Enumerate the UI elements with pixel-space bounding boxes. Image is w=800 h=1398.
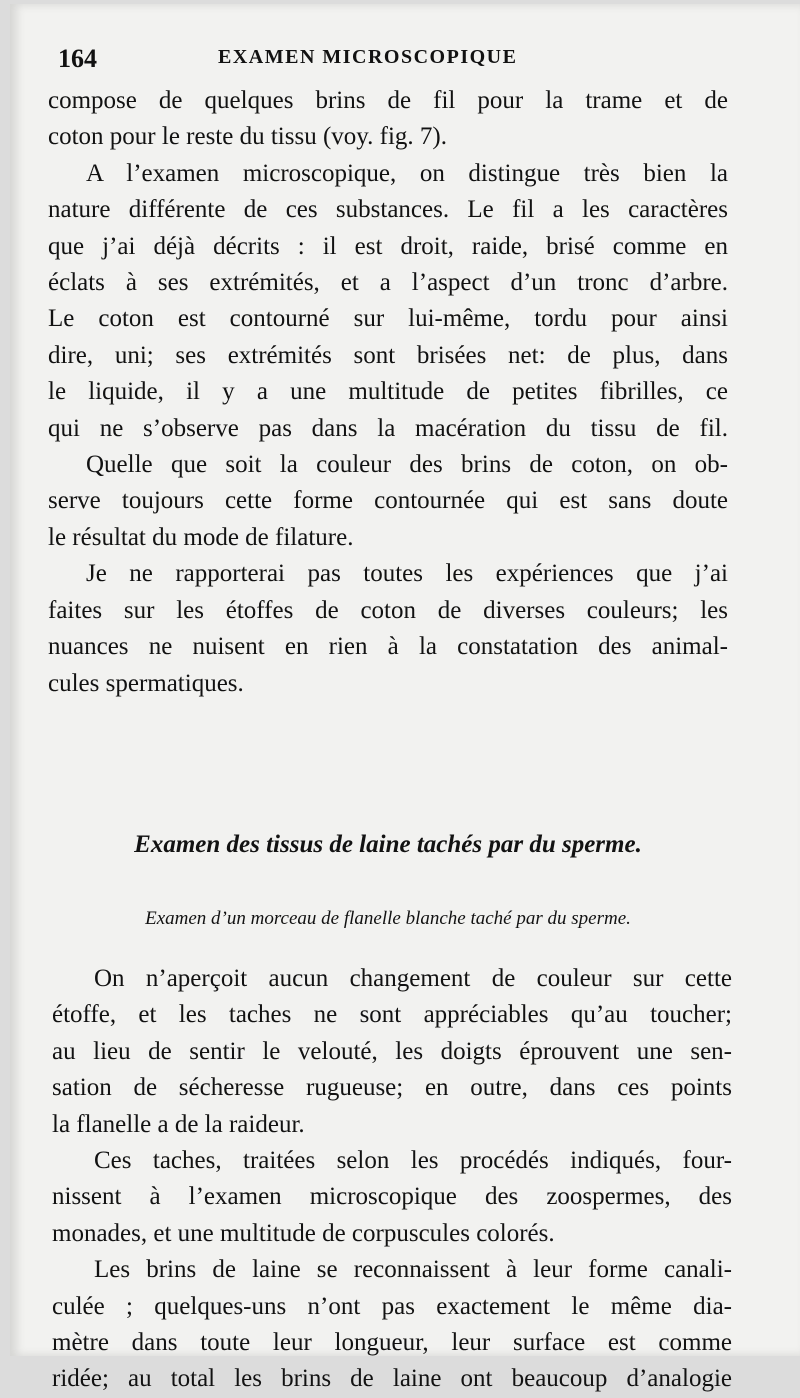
text-line: culée ; quelques-uns n’ont pas exactement le même dia- [52, 1292, 732, 1320]
paragraph [52, 1252, 732, 1398]
text-line: mètre dans toute leur longueur, leur surface est comme [52, 1329, 732, 1357]
text-line: Le coton est contourné sur lui-même, tordu pour ainsi [48, 305, 728, 333]
text-line: compose de quelques brins de fil pour la trame et de [48, 87, 728, 114]
section-heading: Examen des tissus de laine tachés par du sperme. [134, 831, 642, 858]
text-line: la flanelle a de la raideur. [52, 1110, 305, 1138]
paragraph [52, 961, 732, 1143]
paragraph [48, 83, 728, 156]
text-line: nuances ne nuisent en rien à la constatation des animal- [48, 633, 728, 661]
text-line: On n’aperçoit aucun changement de couleur sur cette [94, 965, 732, 992]
text-line: le liquide, il y a une multitude de petites fibrilles, ce [48, 378, 728, 406]
page-header [58, 44, 716, 78]
text-line: Ces taches, traitées selon les procédés indiqués, four- [94, 1147, 732, 1175]
subsection-heading: Examen d’un morceau de flanelle blanche taché par du sperme. [145, 908, 631, 929]
text-line: sation de sécheresse rugueuse; en outre, dans ces points [52, 1074, 732, 1102]
paragraph [48, 447, 728, 556]
text-line: Je ne rapporterai pas toutes les expériences que j’ai [86, 560, 728, 588]
section-wool [52, 961, 732, 1398]
text-line: le résultat du mode de filature. [48, 523, 354, 551]
text-line: cules spermatiques. [48, 669, 244, 697]
text-line: au lieu de sentir le velouté, les doigts éprouvent une sen- [52, 1037, 732, 1065]
text-line: serve toujours cette forme contournée qui est sans doute [48, 487, 728, 515]
text-line: faites sur les étoffes de coton de diverses couleurs; les [48, 596, 728, 624]
text-line: étoffe, et les taches ne sont appréciables qu’au toucher; [52, 1001, 732, 1029]
text-line: Quelle que soit la couleur des brins de coton, on ob- [86, 451, 728, 479]
text-line: qui ne s’observe pas dans la macération du tissu de fil. [48, 414, 728, 442]
text-line: nature différente de ces substances. Le fil a les caractères [48, 196, 728, 224]
text-line: dire, uni; ses extrémités sont brisées net: de plus, dans [48, 341, 728, 369]
text-line: coton pour le reste du tissu (voy. fig. 7). [48, 123, 447, 151]
text-line: A l’examen microscopique, on distingue très bien la [86, 159, 728, 187]
text-line: Les brins de laine se reconnaissent à leur forme canali- [94, 1256, 732, 1284]
book-page [10, 4, 800, 1393]
paragraph [52, 1143, 732, 1252]
text-line: que j’ai déjà décrits : il est droit, raide, brisé comme en [48, 232, 728, 260]
paragraph [48, 156, 728, 447]
text-line: monades, et une multitude de corpuscules colorés. [52, 1219, 555, 1247]
text-line: éclats à ses extrémités, et a l’aspect d’un tronc d’arbre. [48, 269, 728, 297]
section-cotton [48, 83, 728, 702]
text-line: ridée; au total les brins de laine ont beaucoup d’analogie [52, 1365, 732, 1393]
page-number: 164 [58, 44, 97, 73]
running-title: EXAMEN MICROSCOPIQUE [218, 46, 518, 68]
paragraph [48, 556, 728, 702]
text-line: nissent à l’examen microscopique des zoospermes, des [52, 1183, 732, 1211]
